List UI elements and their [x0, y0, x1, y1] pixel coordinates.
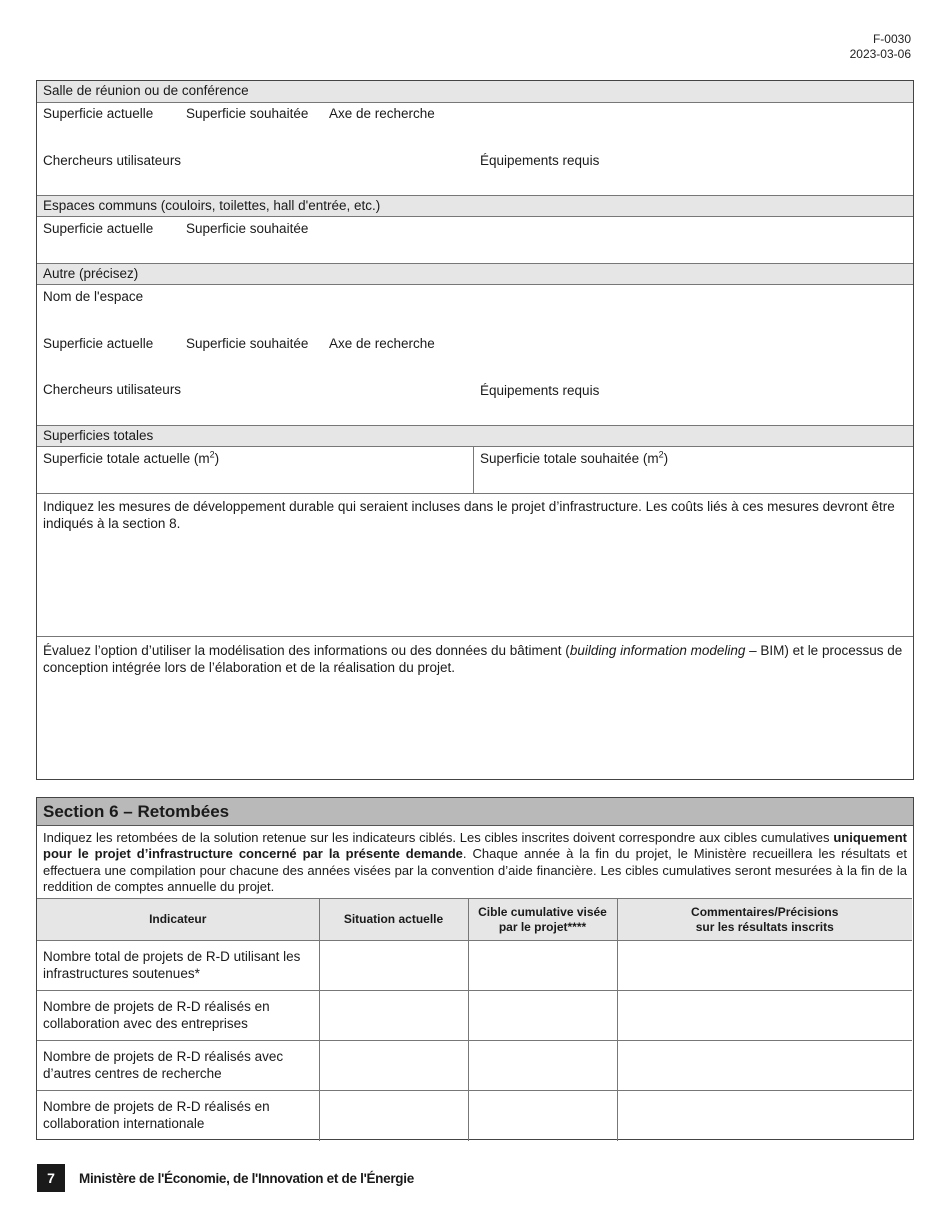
total-desired-area-close: ) — [663, 451, 669, 466]
current-situation-input[interactable] — [319, 991, 468, 1041]
table-row — [37, 1091, 912, 1141]
indicators-header-row — [37, 899, 912, 941]
indicator-cell: Nombre de projets de R-D réalisés en collaboration internationale — [37, 1091, 319, 1141]
cumulative-target-input[interactable] — [468, 991, 617, 1041]
form-reference — [850, 32, 911, 62]
other-equipment-field[interactable]: Équipements requis — [480, 383, 600, 398]
meeting-room-research-axis-field[interactable]: Axe de recherche — [329, 106, 435, 121]
total-current-area-field[interactable] — [43, 450, 219, 467]
cumulative-target-input[interactable] — [468, 941, 617, 991]
indicator-cell: Nombre de projets de R-D réalisés en collaboration avec des entreprises — [37, 991, 319, 1041]
comments-input[interactable] — [617, 1091, 912, 1141]
meeting-room-current-area-field[interactable]: Superficie actuelle — [43, 106, 154, 121]
total-desired-area-sup: 2 — [658, 449, 664, 460]
common-spaces-current-area-field[interactable]: Superficie actuelle — [43, 221, 154, 236]
comments-input[interactable] — [617, 1041, 912, 1091]
indicator-cell: Nombre de projets de R-D réalisés avec d’autres centres de recherche — [37, 1041, 319, 1091]
total-current-area-sup: 2 — [209, 449, 215, 460]
total-areas-header: Superficies totales — [37, 425, 913, 447]
common-spaces-header: Espaces communs (couloirs, toilettes, hall d'entrée, etc.) — [37, 195, 913, 217]
table-row — [37, 1041, 912, 1091]
section-6-block — [36, 797, 914, 1140]
section-6-intro-part1: Indiquez les retombées de la solution retenue sur les indicateurs ciblés. Les cibles inscrites doivent correspondre aux cibles cumulatives — [43, 830, 834, 845]
table-row — [37, 991, 912, 1041]
other-space-header: Autre (précisez) — [37, 263, 913, 285]
col-cumulative-target — [468, 899, 617, 941]
total-current-area-close: ) — [214, 451, 220, 466]
space-details-block — [36, 80, 914, 780]
bim-evaluation-field[interactable] — [43, 642, 905, 676]
total-desired-area-label: Superficie totale souhaitée (m — [480, 451, 659, 466]
col-indicator: Indicateur — [37, 899, 319, 941]
col-cumulative-target-line1: Cible cumulative visée — [478, 904, 607, 919]
other-research-axis-field[interactable]: Axe de recherche — [329, 336, 435, 351]
cumulative-target-input[interactable] — [468, 1041, 617, 1091]
sustainable-bottom-rule — [37, 636, 913, 637]
current-situation-input[interactable] — [319, 941, 468, 991]
section-6-intro-part2: . Chaque année à la fin du projet, le Ministère recueillera les résultats et effectuera une compilation pour chacune des années visées par la convention d’aide financière. Les cibles cumulatives seront mesurées à la fin de la reddition de comptes annuelle du projet. — [43, 846, 908, 895]
total-desired-area-field[interactable] — [480, 450, 668, 467]
col-cumulative-target-line2: par le projet**** — [498, 919, 587, 934]
common-spaces-desired-area-field[interactable]: Superficie souhaitée — [186, 221, 309, 236]
col-comments-line1: Commentaires/Précisions — [691, 904, 839, 919]
indicators-table — [37, 898, 912, 1141]
section-6-title: Section 6 – Retombées — [37, 798, 913, 826]
current-situation-input[interactable] — [319, 1041, 468, 1091]
other-current-area-field[interactable]: Superficie actuelle — [43, 336, 154, 351]
other-researchers-field[interactable]: Chercheurs utilisateurs — [43, 382, 182, 397]
comments-input[interactable] — [617, 991, 912, 1041]
section-6-intro — [43, 830, 907, 896]
meeting-room-researchers-field[interactable]: Chercheurs utilisateurs — [43, 153, 182, 168]
col-current-situation: Situation actuelle — [319, 899, 468, 941]
meeting-room-header: Salle de réunion ou de conférence — [37, 81, 913, 103]
total-current-area-label: Superficie totale actuelle (m — [43, 451, 210, 466]
table-row — [37, 941, 912, 991]
indicator-cell: Nombre total de projets de R-D utilisant les infrastructures soutenues* — [37, 941, 319, 991]
totals-bottom-rule — [37, 493, 913, 494]
ministry-name: Ministère de l'Économie, de l'Innovation et de l'Énergie — [79, 1171, 414, 1186]
bim-text-before: Évaluez l’option d’utiliser la modélisation des informations ou des données du bâtiment ( — [43, 643, 570, 658]
col-comments-line2: sur les résultats inscrits — [695, 919, 834, 934]
section-6-intro-bold: uniquement pour le projet d’infrastructure concerné par la présente demande — [43, 830, 907, 862]
comments-input[interactable] — [617, 941, 912, 991]
bim-text-italic: building information modeling — [569, 643, 746, 658]
meeting-room-desired-area-field[interactable]: Superficie souhaitée — [186, 106, 309, 121]
form-date: 2023-03-06 — [849, 47, 911, 61]
bim-text-after: – BIM) et le processus de conception intégrée lors de l’élaboration et de la réalisation du projet. — [43, 643, 903, 675]
current-situation-input[interactable] — [319, 1091, 468, 1141]
other-space-name-field[interactable]: Nom de l'espace — [43, 289, 144, 304]
totals-divider — [473, 447, 474, 493]
form-code: F-0030 — [872, 32, 911, 46]
sustainable-development-field[interactable]: Indiquez les mesures de développement durable qui seraient incluses dans le projet d’infrastructure. Les coûts liés à ces mesures devront être indiqués à la section 8. — [43, 499, 895, 531]
page-number: 7 — [37, 1164, 65, 1192]
other-desired-area-field[interactable]: Superficie souhaitée — [186, 336, 309, 351]
col-comments — [617, 899, 912, 941]
cumulative-target-input[interactable] — [468, 1091, 617, 1141]
meeting-room-equipment-field[interactable]: Équipements requis — [480, 153, 600, 168]
